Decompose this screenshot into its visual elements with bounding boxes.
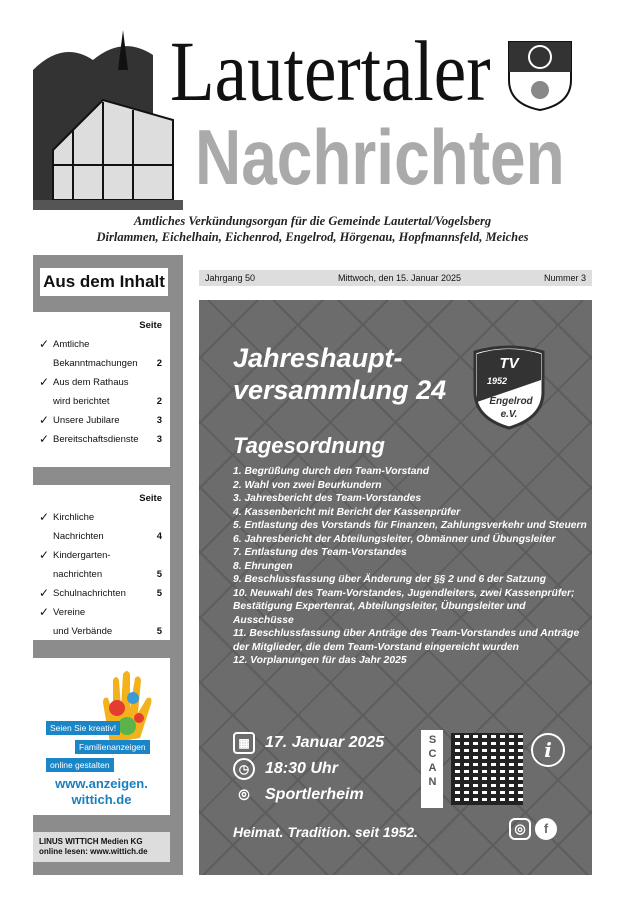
facebook-icon[interactable]: f [535,818,557,840]
agenda-item: 7. Entlastung des Team-Vorstandes [233,547,407,558]
page-column-header: Seite [139,320,162,331]
toc-item[interactable]: ✓ Kirchliche [33,508,170,527]
badge-ev: e.V. [500,409,518,420]
toc-item[interactable]: ✓ Vereine [33,603,170,622]
agenda-item: 1. Begrüßung durch den Team-Vorstand [233,466,430,477]
toc-item-cont[interactable]: Nachrichten 4 [53,531,162,542]
agenda-item: 6. Jahresbericht der Abteilungsleiter, Obmänner und Übungsleiter [233,533,556,545]
toc-item[interactable]: ✓ Schulnachrichten 5 [33,584,170,603]
ad-pill-creative: Seien Sie kreativ! [46,721,120,735]
club-badge-logo [471,344,547,430]
toc-item[interactable]: ✓ Amtliche [33,335,170,354]
toc-item-cont[interactable]: nachrichten 5 [53,569,162,580]
painted-hand-icon [95,668,157,748]
check-icon: ✓ [39,432,50,446]
toc-item[interactable]: ✓ Kindergarten- [33,546,170,565]
agenda-list [233,465,588,668]
advertisement[interactable] [33,658,170,815]
sidebar-heading: Aus dem Inhalt [40,268,168,296]
info-icon: i [531,733,565,767]
clock-icon: ◷ [233,758,255,780]
issue-date: Mittwoch, den 15. Januar 2025 [337,273,462,283]
masthead-localities: Dirlammen, Eichelhain, Eichenrod, Engelrod, Hörgenau, Hopfmannsfeld, Meiches [96,230,529,244]
scan-label: SCAN [421,730,443,808]
toc-item[interactable]: ✓ Unsere Jubilare 3 [33,411,170,430]
toc-item-cont[interactable]: Bekanntmachungen 2 [53,358,162,369]
table-of-contents-1 [33,312,170,467]
event-poster [199,300,592,875]
agenda-item: 2. Wahl von zwei Beurkundern [233,479,382,491]
toc-item[interactable]: ✓ Bereitschaftsdienste 3 [33,430,170,449]
agenda-item: 9. Beschlussfassung über Änderung der §§ 2 und 6 der Satzung [233,574,546,585]
event-location: ⌾ Sportlerheim [233,784,364,806]
masthead-subtitle: Nachrichten [195,113,565,201]
agenda-item: 5. Entlastung des Vorstands für Finanzen, Zahlungsverkehr und Steuern [233,520,587,531]
check-icon: ✓ [39,586,50,600]
table-of-contents-2 [33,485,170,640]
ad-pill-family: Familienanzeigen [75,740,150,754]
event-date: ▦ 17. Januar 2025 [233,732,384,754]
badge-tv: TV [499,355,519,372]
agenda-item: 11. Beschlussfassung über Anträge des Team-Vorstandes und Anträge der Mitglieder, die dem Team-Vorstand eingereicht wurden [233,628,580,653]
ad-url[interactable]: www.anzeigen. wittich.de [55,776,148,807]
check-icon: ✓ [39,375,50,389]
agenda-title: Tagesordnung [233,433,385,458]
check-icon: ✓ [39,337,50,351]
event-time: ◷ 18:30 Uhr [233,758,338,780]
agenda-item: 8. Ehrungen [233,560,293,572]
agenda-item: 4. Kassenbericht mit Bericht der Kassenprüfer [233,506,461,518]
agenda-item: 3. Jahresbericht des Team-Vorstandes [233,493,422,504]
toc-item[interactable]: ✓ Aus dem Rathaus [33,373,170,392]
instagram-icon[interactable]: ◎ [509,818,531,840]
check-icon: ✓ [39,605,50,619]
qr-code[interactable] [451,733,523,805]
toc-item-cont[interactable]: wird berichtet 2 [53,396,162,407]
check-icon: ✓ [39,413,50,427]
calendar-icon: ▦ [233,732,255,754]
issue-info-bar [199,270,592,286]
volume: Jahrgang 50 [205,273,256,283]
check-icon: ✓ [39,510,50,524]
masthead-title: Lautertaler [170,23,491,119]
poster-headline: Jahreshaupt- versammlung 24 [233,343,447,405]
toc-item-cont[interactable]: und Verbände 5 [53,626,162,637]
location-pin-icon: ⌾ [238,784,250,805]
municipal-crest-logo [507,40,573,112]
publisher-info: LINUS WITTICH Medien KG online lesen: www.wittich.de [33,832,170,862]
agenda-item: 10. Neuwahl des Team-Vorstandes, Jugendleiters, zwei Kassenprüfer; Bestätigung Expertenrat, Abteilungsleiter, Übungsleiter und Ausschüsse [233,587,575,626]
badge-year: 1952 [486,376,508,386]
poster-slogan: Heimat. Tradition. seit 1952. [233,824,418,840]
half-timbered-house-illustration [33,30,183,210]
agenda-item: 12. Vorplanungen für das Jahr 2025 [233,655,407,666]
ad-pill-online: online gestalten [46,758,114,772]
masthead-tagline: Amtliches Verkündungsorgan für die Gemeinde Lautertal/Vogelsberg [133,214,492,228]
issue-number: Nummer 3 [543,273,586,283]
page-column-header: Seite [139,493,162,504]
badge-club: Engelrod [489,396,533,407]
check-icon: ✓ [39,548,50,562]
